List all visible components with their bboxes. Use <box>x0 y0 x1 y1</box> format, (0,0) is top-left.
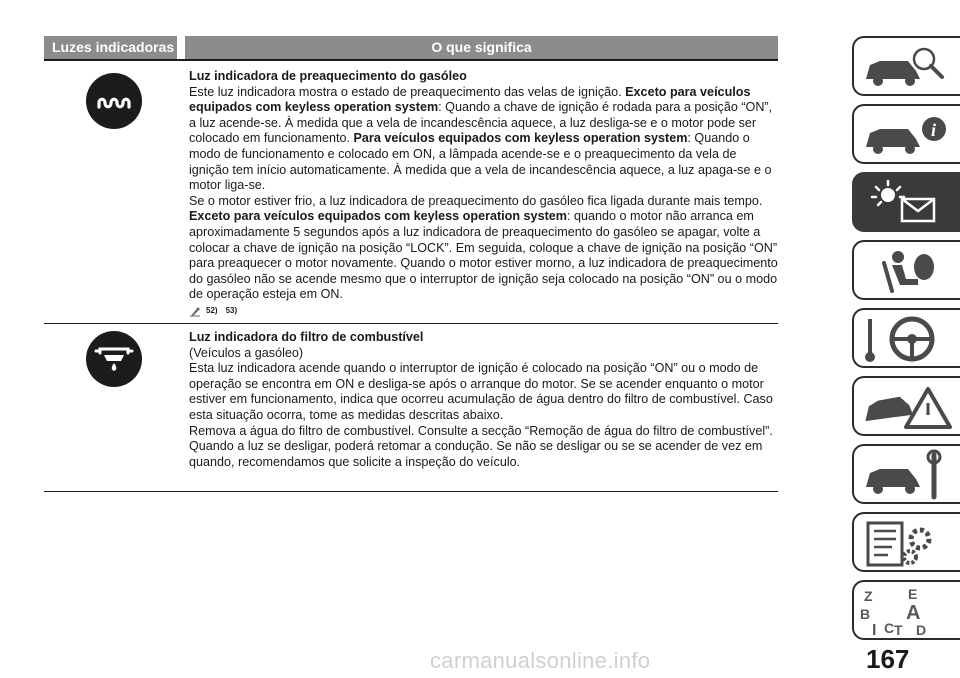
section-divider-bottom <box>44 491 778 492</box>
fuel-filter-paragraph-1: Esta luz indicadora acende quando o interruptor de ignição é colocado na posição “ON” ou o modo de operação se encontra em ON e desliga-se após o arranque do motor. Se se acender enquanto o motor estiver em funcionamento, indica que ocorreu acumulação de água dentro do filtro de combustível. Caso esta situação ocorra, tome as medidas descritas abaixo. <box>189 361 773 422</box>
tab-knowing-your-vehicle[interactable] <box>852 36 960 96</box>
bold-run: Exceto para veículos equipados com keyless operation system <box>189 84 751 115</box>
index-letter: A <box>906 602 921 624</box>
specifications-gear-icon <box>858 517 954 571</box>
glow-plug-paragraph-1 <box>189 85 779 194</box>
seat-airbag-icon <box>858 245 954 299</box>
text-run: : quando o motor não arranca em aproximadamente 5 segundos após a luz indicadora de preaquecimento do gasóleo se apagar, volte a colocar a chave de ignição na posição “LOCK”. Em seguida, coloque a chave de ignição na posição “ON” para preaquecer o motor novamente. Quando o motor estiver morno, a luz indicadora de preaquecimento do gasóleo não se acende mesmo que o interruptor de ignição seja colocado na posição “ON” ou o modo de operação esteja em ON. <box>189 209 778 302</box>
warning-light-message-icon <box>858 177 954 231</box>
index-letter: B <box>860 606 871 622</box>
index-letter: T <box>894 622 903 638</box>
index-letter: I <box>872 622 877 639</box>
column-header-indicator-lights: Luzes indicadoras <box>44 36 177 59</box>
glow-plug-preheating-icon <box>86 73 142 129</box>
alphabetical-index-icon <box>858 585 954 639</box>
svg-text:i: i <box>931 120 937 140</box>
car-info-icon <box>858 109 954 163</box>
glow-plug-title: Luz indicadora de preaquecimento do gasóleo <box>189 69 467 83</box>
text-run: Este luz indicadora mostra o estado de preaquecimento das velas de ignição. <box>189 84 626 99</box>
note-ref-52[interactable]: 52) <box>206 305 218 315</box>
page-number: 167 <box>866 644 910 674</box>
car-breakdown-warning-triangle-icon <box>858 381 954 435</box>
fuel-filter-subtitle: (Veículos a gasóleo) <box>189 345 304 360</box>
tab-vehicle-info[interactable] <box>852 104 960 164</box>
glow-plug-paragraph-3 <box>189 209 779 303</box>
fuel-filter-title: Luz indicadora do filtro de combustível <box>189 330 424 344</box>
fuel-filter-description <box>189 330 779 470</box>
tab-servicing-care[interactable] <box>852 444 960 504</box>
tab-emergencies[interactable] <box>852 376 960 436</box>
section-divider <box>44 323 778 324</box>
tab-index[interactable] <box>852 580 960 640</box>
text-run: : Quando a chave de ignição é rodada para a posição “ON”, a luz acende-se. À medida que a vela de incandescência aquece, a luz desliga-se e o motor pode ser colocado em funcionamento. <box>189 100 773 146</box>
tab-starting-driving[interactable] <box>852 308 960 368</box>
index-letter: E <box>908 586 918 602</box>
note-references <box>189 305 779 317</box>
fuel-filter-water-icon <box>86 331 142 387</box>
glow-plug-paragraph-2: Se o motor estiver frio, a luz indicadora de preaquecimento do gasóleo fica ligada durante mais tempo. <box>189 193 763 208</box>
fuel-filter-paragraph-2: Remova a água do filtro de combustível. Consulte a secção “Remoção de água do filtro de combustível”. <box>189 423 773 438</box>
bold-run: Exceto para veículos equipados com keyless operation system <box>189 209 567 224</box>
bold-run: Para veículos equipados com keyless operation system <box>353 131 688 146</box>
fuel-filter-paragraph-3: Quando a luz se desligar, poderá retomar a condução. Se não se desligar ou se se acender de vez em quando, recomendamos que solicite a inspeção do veículo. <box>189 439 763 469</box>
glow-plug-description <box>189 69 779 317</box>
index-letter: D <box>916 622 927 638</box>
index-letter: C <box>884 620 895 636</box>
column-header-meaning: O que significa <box>185 36 778 59</box>
car-wrench-icon <box>858 449 954 503</box>
tab-technical-specifications[interactable] <box>852 512 960 572</box>
tab-warning-lights-messages[interactable] <box>852 172 960 232</box>
key-steering-wheel-icon <box>858 313 954 367</box>
tab-safety[interactable] <box>852 240 960 300</box>
car-magnifier-icon <box>858 41 954 95</box>
watermark: carmanualsonline.info <box>430 648 651 673</box>
index-letter: Z <box>864 588 873 604</box>
note-ref-53[interactable]: 53) <box>225 305 238 315</box>
warning-note-icon <box>189 305 201 317</box>
text-run: : Quando o modo de funcionamento e colocado em ON, a lâmpada acende-se e o preaquecimento da vela de ignição tem início automaticamente. À medida que a vela de incandescência aquece, a luz apaga-se e o motor liga-se. <box>189 131 772 193</box>
header-rule <box>44 59 778 61</box>
